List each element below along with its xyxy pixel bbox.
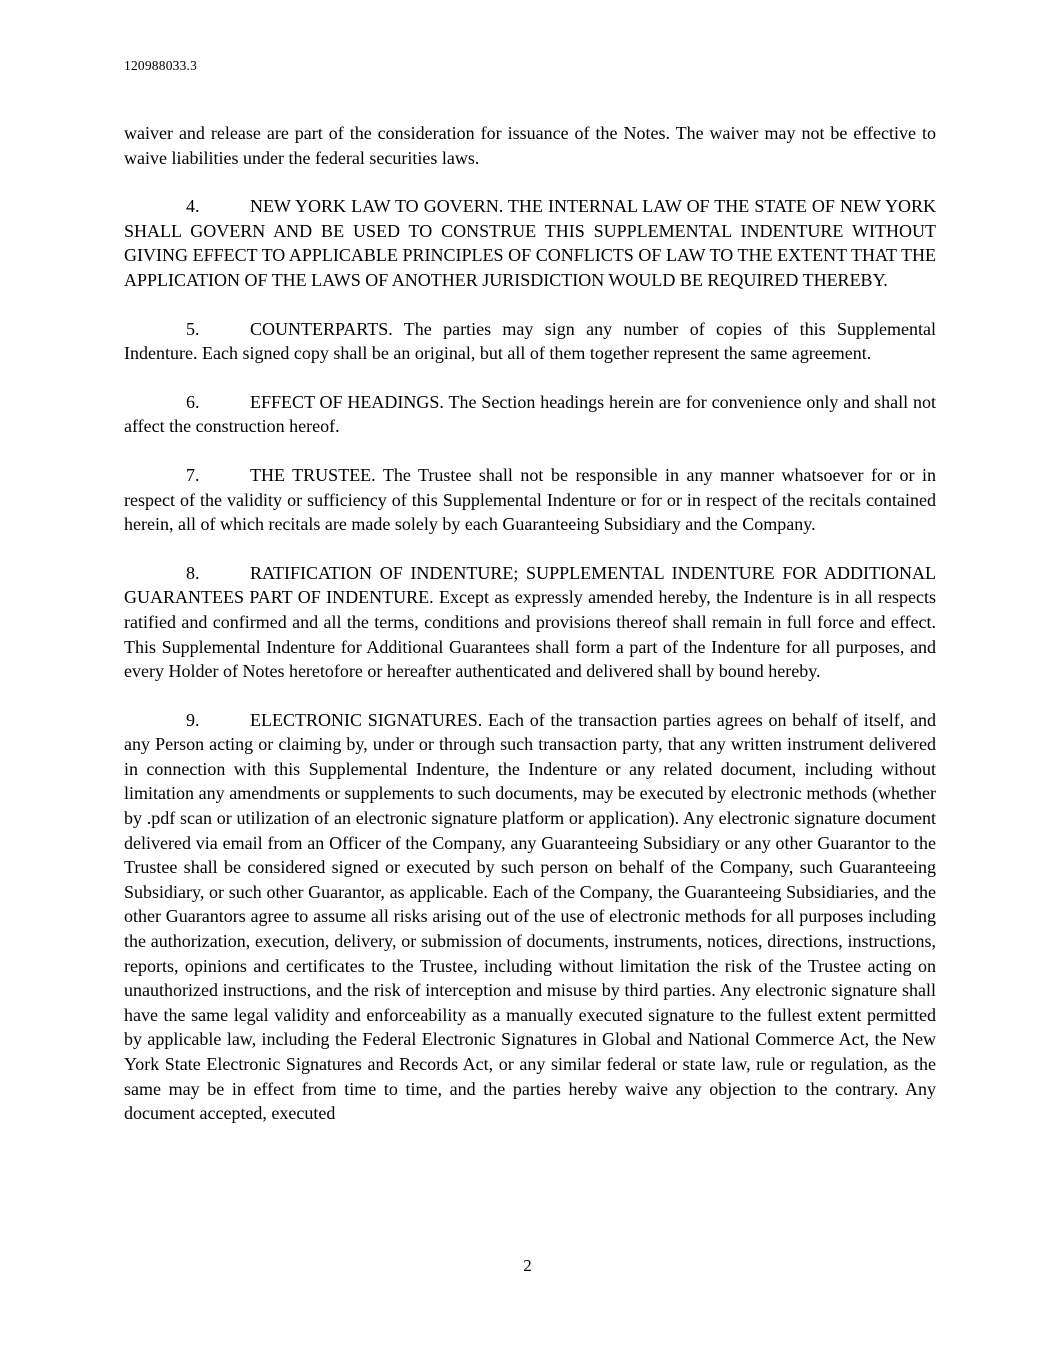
- paragraph-text: EFFECT OF HEADINGS. The Section headings herein are for convenience only and shall not affect the construction hereof.: [124, 391, 936, 437]
- paragraph-intro-continuation: [124, 121, 936, 170]
- paragraph-section-6: [124, 390, 936, 439]
- document-id: 120988033.3: [124, 58, 198, 73]
- page-number: 2: [523, 1256, 532, 1275]
- section-number: 4.: [186, 196, 200, 217]
- paragraph-section-5: [124, 317, 936, 366]
- paragraph-section-4: [124, 194, 936, 292]
- paragraph-text: RATIFICATION OF INDENTURE; SUPPLEMENTAL INDENTURE FOR ADDITIONAL GUARANTEES PART OF INDENTURE. Except as expressly amended hereby, the Indenture is in all respects ratified and confirmed and all the terms, conditions and provisions thereof shall remain in full force and effect. This Supplemental Indenture for Additional Guarantees shall form a part of the Indenture for all purposes, and every Holder of Notes heretofore or hereafter authenticated and delivered shall by bound hereby.: [124, 562, 936, 682]
- paragraph-section-8: [124, 561, 936, 684]
- paragraph-text: NEW YORK LAW TO GOVERN. THE INTERNAL LAW OF THE STATE OF NEW YORK SHALL GOVERN AND BE USED TO CONSTRUE THIS SUPPLEMENTAL INDENTURE WITHOUT GIVING EFFECT TO APPLICABLE PRINCIPLES OF CONFLICTS OF LAW TO THE EXTENT THAT THE APPLICATION OF THE LAWS OF ANOTHER JURISDICTION WOULD BE REQUIRED THEREBY.: [124, 196, 936, 290]
- paragraph-text: ELECTRONIC SIGNATURES. Each of the transaction parties agrees on behalf of itself, and any Person acting or claiming by, under or through such transaction party, that any written instrument delivered in connection with this Supplemental Indenture, the Indenture or any related document, including without limitation any amendments or supplements to such documents, may be executed by electronic methods (whether by .pdf scan or utilization of an electronic signature platform or application). Any electronic signature document delivered via email from an Officer of the Company, any Guaranteeing Subsidiary or any other Guarantor to the Trustee shall be considered signed or executed by such person on behalf of the Company, such Guaranteeing Subsidiary, or such other Guarantor, as applicable. Each of the Company, the Guaranteeing Subsidiaries, and the other Guarantors agree to assume all risks arising out of the use of electronic methods for all purposes including the authorization, execution, delivery, or submission of documents, instruments, notices, directions, instructions, reports, opinions and certificates to the Trustee, including without limitation the risk of the Trustee acting on unauthorized instructions, and the risk of interception and misuse by third parties. Any electronic signature shall have the same legal validity and enforceability as a manually executed signature to the fullest extent permitted by applicable law, including the Federal Electronic Signatures in Global and National Commerce Act, the New York State Electronic Signatures and Records Act, or any similar federal or state law, rule or regulation, as the same may be in effect from time to time, and the parties hereby waive any objection to the contrary. Any document accepted, executed: [124, 709, 936, 1124]
- section-number: 7.: [186, 464, 200, 485]
- section-number: 8.: [186, 562, 200, 583]
- section-number: 6.: [186, 391, 200, 412]
- paragraph-text: THE TRUSTEE. The Trustee shall not be responsible in any manner whatsoever for or in respect of the validity or sufficiency of this Supplemental Indenture or for or in respect of the recitals contained herein, all of which recitals are made solely by each Guaranteeing Subsidiary and the Company.: [124, 464, 936, 535]
- section-number: 5.: [186, 318, 200, 339]
- paragraph-text: waiver and release are part of the consideration for issuance of the Notes. The waiver may not be effective to waive liabilities under the federal securities laws.: [124, 123, 936, 168]
- document-body: [124, 121, 936, 1150]
- paragraph-section-9: [124, 708, 936, 1126]
- paragraph-text: COUNTERPARTS. The parties may sign any number of copies of this Supplemental Indenture. Each signed copy shall be an original, but all of them together represent the same agreement.: [124, 318, 936, 364]
- section-number: 9.: [186, 709, 200, 730]
- paragraph-section-7: [124, 463, 936, 537]
